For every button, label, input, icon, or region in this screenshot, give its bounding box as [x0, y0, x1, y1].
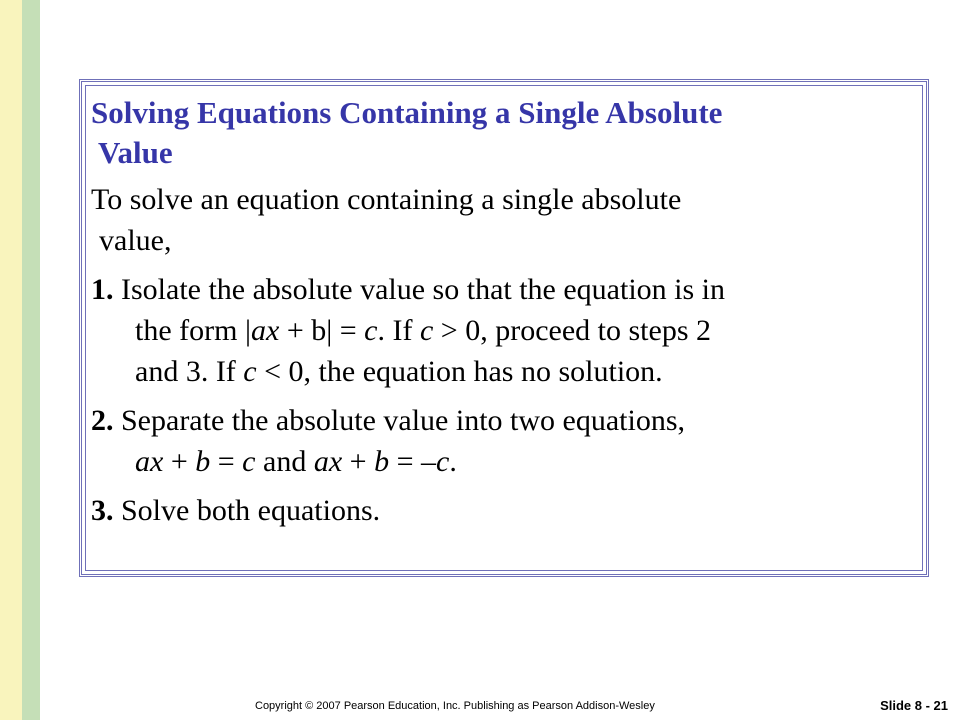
slide-title — [91, 93, 891, 173]
step-2-number: 2. — [91, 404, 114, 437]
step-1-number: 1. — [91, 273, 114, 306]
step-3-line-1: Solve both equations. — [121, 494, 381, 527]
copyright-text: Copyright © 2007 Pearson Education, Inc. Publishing as Pearson Addison-Wesley — [255, 700, 655, 712]
step-3-number: 3. — [91, 494, 114, 527]
step-3 — [91, 490, 891, 531]
left-stripe-yellow — [0, 0, 22, 720]
slide-content — [91, 93, 891, 539]
step-1-line-2: the form |ax + b| = c. If c > 0, proceed to steps 2 — [135, 314, 711, 347]
intro-line-2: value, — [99, 224, 172, 257]
step-1-line-3: and 3. If c < 0, the equation has no solution. — [135, 355, 663, 388]
step-1-line-1: Isolate the absolute value so that the equation is in — [121, 273, 726, 306]
step-1 — [91, 269, 891, 392]
step-2-line-1: Separate the absolute value into two equations, — [121, 404, 686, 437]
step-2-line-2: ax + b = c and ax + b = –c. — [135, 445, 457, 478]
left-stripe-green — [22, 0, 40, 720]
slide-footer — [0, 700, 960, 720]
intro-line-1: To solve an equation containing a single absolute — [91, 183, 682, 216]
step-2 — [91, 400, 891, 482]
title-line-1: Solving Equations Containing a Single Absolute — [91, 95, 723, 130]
slide-number: Slide 8 - 21 — [880, 698, 948, 713]
intro-paragraph — [91, 179, 891, 261]
title-line-2: Value — [98, 135, 173, 170]
